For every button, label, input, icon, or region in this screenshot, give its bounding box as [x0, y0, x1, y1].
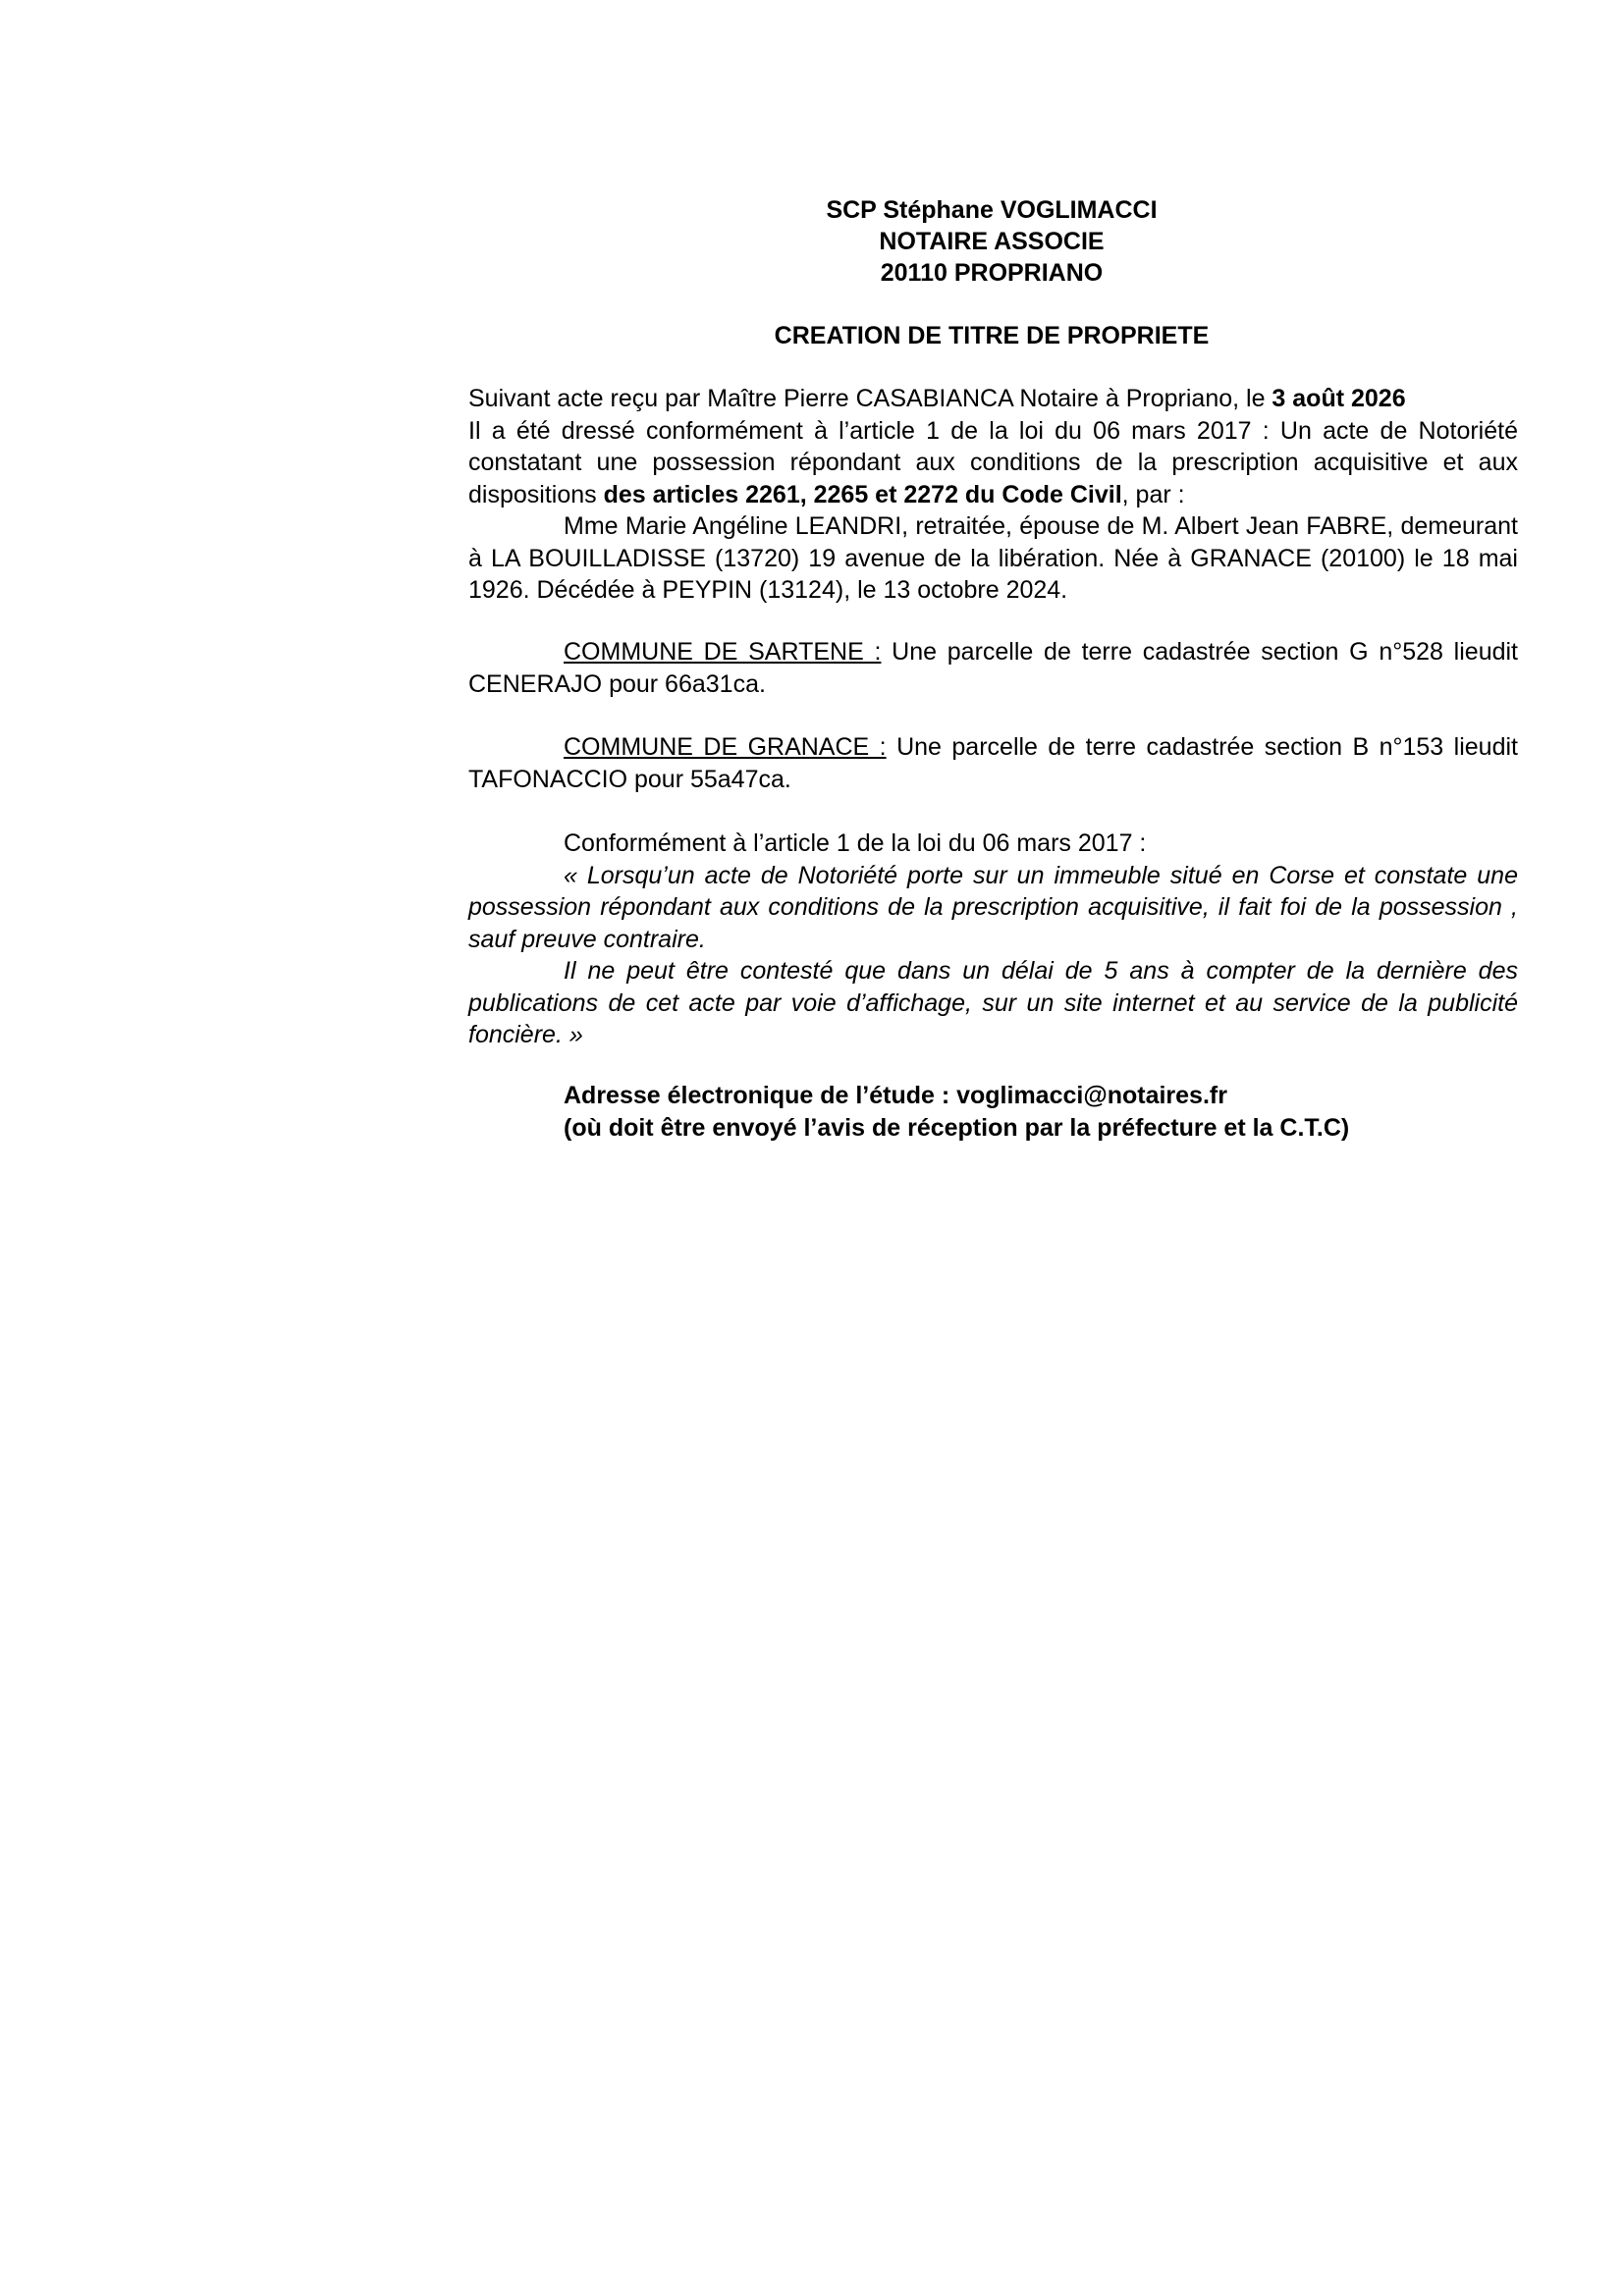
act-date: 3 août 2026 — [1272, 385, 1406, 412]
parcel-sartene-description: Une parcelle de terre cadastrée section G n°528 lieudit CENERAJO pour 66a31ca. — [468, 638, 1519, 698]
document-title: CREATION DE TITRE DE PROPRIETE — [774, 322, 1210, 349]
intro-text-end: , par : — [1121, 480, 1185, 508]
civil-code-articles: des articles 2261, 2265 et 2272 du Code Civil — [603, 480, 1122, 508]
law-quote-2: Il ne peut être contesté que dans un délai de 5 ans à compter de la dernière des publications de cet acte par voie d’affichage, sur un site internet et au service de la publicité foncière. » — [468, 957, 1518, 1048]
contact-email: Adresse électronique de l’étude : voglimacci@notaires.fr — [564, 1082, 1227, 1109]
notary-header — [461, 194, 1522, 289]
intro-lead: Suivant acte reçu par Maître Pierre CASABIANCA Notaire à Propriano, le — [468, 385, 1272, 412]
parcel-sartene — [468, 636, 1518, 700]
contact-block — [468, 1080, 1518, 1144]
law-section — [468, 828, 1518, 1051]
law-quote-1: « Lorsqu’un acte de Notoriété porte sur un immeuble situé en Corse et constate une possession répondant aux conditions de la prescription acquisitive, il fait foi de la possession , sauf preuve contraire. — [468, 861, 1518, 953]
notary-address: 20110 PROPRIANO — [880, 259, 1104, 287]
law-intro: Conformément à l’article 1 de la loi du 06 mars 2017 : — [564, 829, 1147, 857]
parcel-granace — [468, 731, 1518, 795]
notary-role: NOTAIRE ASSOCIE — [879, 228, 1105, 255]
person-details: Mme Marie Angéline LEANDRI, retraitée, épouse de M. Albert Jean FABRE, demeurant à LA BOUILLADISSE (13720) 19 avenue de la libération. Née à GRANACE (20100) le 18 mai 1926. Décédée à PEYPIN (13124), le 13 octobre 2024. — [468, 512, 1518, 604]
notary-name: SCP Stéphane VOGLIMACCI — [826, 196, 1158, 224]
commune-granace: COMMUNE DE GRANACE : — [564, 733, 887, 761]
commune-sartene: COMMUNE DE SARTENE : — [564, 638, 882, 666]
contact-note: (où doit être envoyé l’avis de réception par la préfecture et la C.T.C) — [564, 1113, 1350, 1142]
parcel-granace-description: Une parcelle de terre cadastrée section B n°153 lieudit TAFONACCIO pour 55a47ca. — [468, 733, 1518, 793]
intro-paragraph — [468, 383, 1518, 607]
intro-body — [468, 415, 1518, 511]
intro-text: Il a été dressé conformément à l’article 1 de la loi du 06 mars 2017 : Un acte de Notoriété constatant une possession répondant aux conditions de la prescription acquisitive et aux dispositions — [468, 416, 1518, 508]
